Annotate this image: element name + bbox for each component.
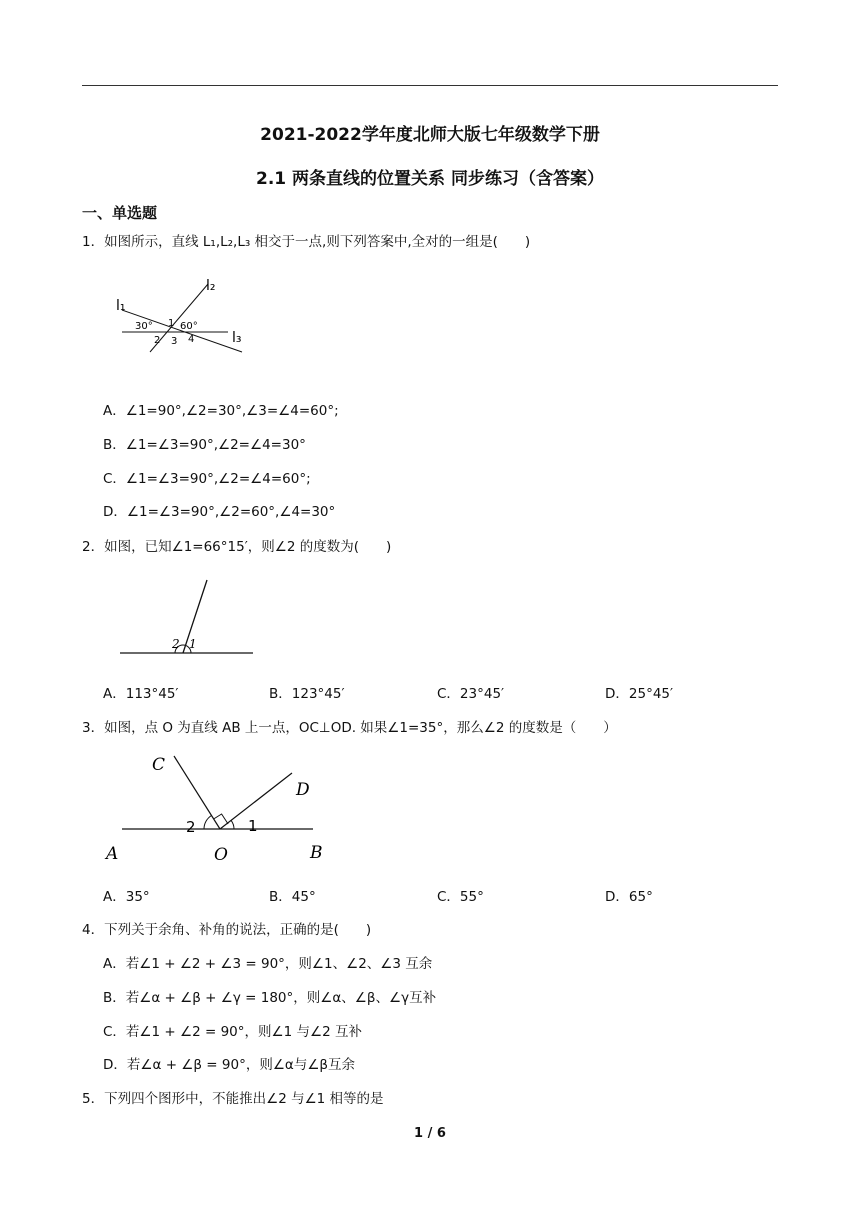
label-angle-30: 30° xyxy=(135,321,153,332)
ray-oc xyxy=(174,756,220,829)
question-1-figure xyxy=(110,270,260,355)
page-indicator: 1 / 6 xyxy=(414,1126,446,1141)
question-2-option-c: C．23°45′ xyxy=(437,686,505,702)
label-angle-4: 4 xyxy=(188,334,195,345)
question-1-option-a: A．∠1=90°,∠2=30°,∠3=∠4=60°; xyxy=(103,403,339,419)
angle-2-arc xyxy=(204,816,212,830)
question-4-option-a: A．若∠1 + ∠2 + ∠3 = 90°，则∠1、∠2、∠3 互余 xyxy=(103,956,433,972)
question-2-figure xyxy=(115,575,260,660)
question-2-options xyxy=(103,682,783,702)
document-title: 2021-2022学年度北师大版七年级数学下册 xyxy=(260,125,600,145)
document-subtitle: 2.1 两条直线的位置关系 同步练习（含答案） xyxy=(256,169,604,189)
question-4-stem: 4．下列关于余角、补角的说法，正确的是( ) xyxy=(82,922,372,938)
label-angle-1: 1 xyxy=(248,817,258,835)
label-b: B xyxy=(310,843,323,863)
question-1-option-c: C．∠1=∠3=90°,∠2=∠4=60°; xyxy=(103,471,311,487)
question-2-stem: 2．如图，已知∠1=66°15′，则∠2 的度数为( ) xyxy=(82,539,392,555)
label-l3: l₃ xyxy=(232,330,242,346)
question-1-stem: 1．如图所示，直线 L₁,L₂,L₃ 相交于一点,则下列答案中,全对的一组是( ) xyxy=(82,234,531,250)
label-angle-2: 2 xyxy=(172,637,180,651)
question-3-figure xyxy=(100,748,340,866)
question-3-stem: 3．如图，点 O 为直线 AB 上一点，OC⊥OD. 如果∠1=35°，那么∠2 的度数是（ ） xyxy=(82,720,617,736)
label-angle-60: 60° xyxy=(180,321,198,332)
question-2-option-a: A．113°45′ xyxy=(103,686,179,702)
label-l2: l₂ xyxy=(206,278,216,294)
question-3-option-a: A．35° xyxy=(103,889,150,905)
label-d: D xyxy=(296,780,310,800)
label-l1: l₁ xyxy=(116,298,126,314)
label-c: C xyxy=(152,755,166,775)
label-angle-2: 2 xyxy=(154,335,161,346)
question-4-option-b: B．若∠α + ∠β + ∠γ = 180°，则∠α、∠β、∠γ互补 xyxy=(103,990,437,1006)
question-2-option-b: B．123°45′ xyxy=(269,686,345,702)
question-4-option-c: C．若∠1 + ∠2 = 90°，则∠1 与∠2 互补 xyxy=(103,1024,362,1040)
question-4-option-d: D．若∠α + ∠β = 90°，则∠α与∠β互余 xyxy=(103,1057,356,1073)
label-angle-1: 1 xyxy=(189,637,197,651)
question-3-options xyxy=(103,885,783,905)
question-5-stem: 5．下列四个图形中，不能推出∠2 与∠1 相等的是 xyxy=(82,1091,384,1107)
label-o: O xyxy=(214,845,228,865)
question-1-option-b: B．∠1=∠3=90°,∠2=∠4=30° xyxy=(103,437,306,453)
header-rule xyxy=(82,85,778,86)
question-3-option-b: B．45° xyxy=(269,889,316,905)
question-3-option-c: C．55° xyxy=(437,889,484,905)
label-a: A xyxy=(106,844,119,864)
question-2-option-d: D．25°45′ xyxy=(605,686,674,702)
label-angle-3: 3 xyxy=(171,336,178,347)
question-1-option-d: D．∠1=∠3=90°,∠2=60°,∠4=30° xyxy=(103,504,336,520)
section-heading: 一、单选题 xyxy=(82,204,158,222)
label-angle-1: 1 xyxy=(168,318,175,329)
angle-1-arc xyxy=(231,820,234,829)
question-3-option-d: D．65° xyxy=(605,889,653,905)
label-angle-2: 2 xyxy=(186,818,196,836)
